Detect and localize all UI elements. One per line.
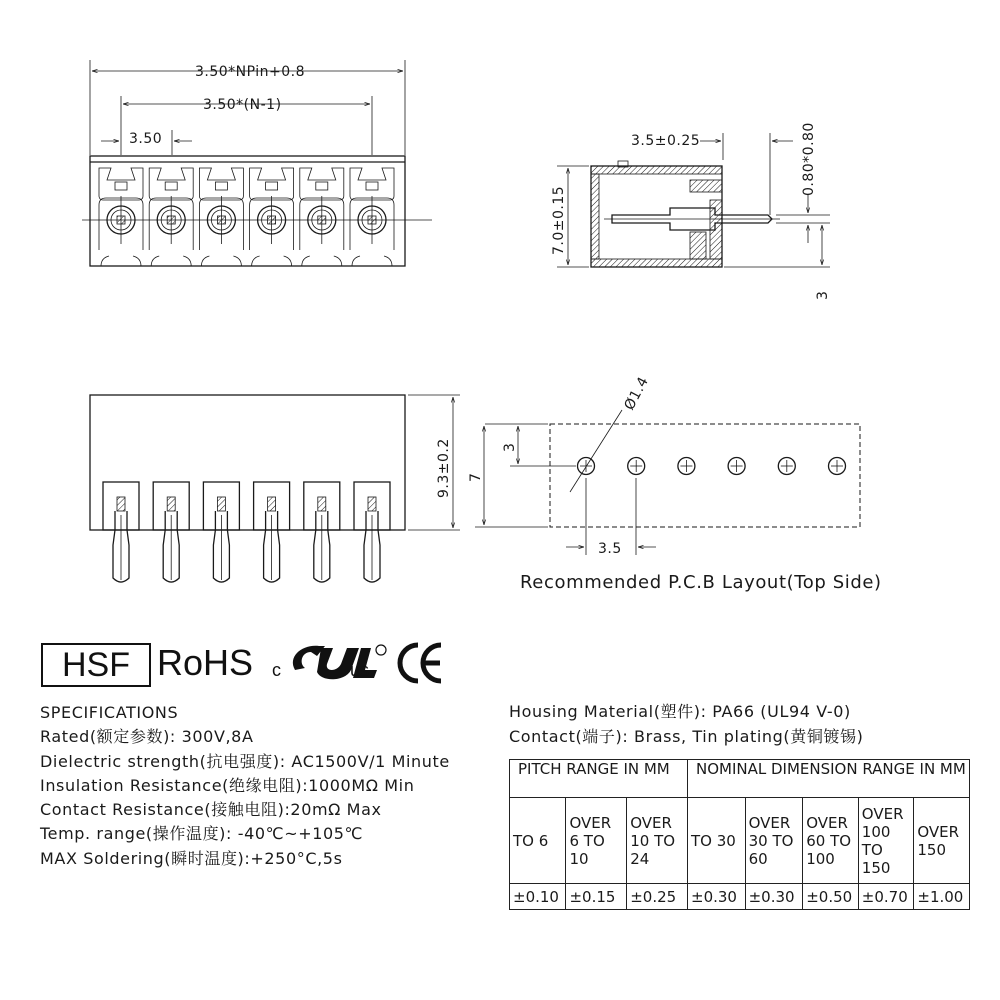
- spec-soldering: MAX Soldering(瞬时温度):+250°C,5s: [40, 848, 343, 868]
- tolerance-cell: ±0.15: [566, 884, 627, 910]
- terminal-cell: [99, 168, 143, 266]
- specs-title: SPECIFICATIONS: [40, 703, 179, 722]
- ul-logo-icon: [293, 645, 386, 679]
- pcb-offset-label: 3: [502, 442, 518, 452]
- ul-us-label: us: [350, 660, 370, 680]
- pcb-hole: [778, 458, 795, 475]
- front-view: [90, 395, 460, 582]
- pcb-hole: [728, 458, 745, 475]
- hole-diameter-label: Ø1.4: [621, 374, 653, 413]
- nominal-range-header: NOMINAL DIMENSION RANGE IN MM: [688, 760, 970, 798]
- span-label: 3.50*(N-1): [203, 97, 282, 113]
- side-pitch-label: 3.5±0.25: [631, 133, 701, 149]
- side-view: [551, 122, 831, 300]
- front-pin: [254, 482, 290, 582]
- pcb-caption: Recommended P.C.B Layout(Top Side): [520, 572, 882, 593]
- spec-rated: Rated(额定参数): 300V,8A: [40, 727, 254, 747]
- hsf-logo: HSF: [41, 643, 151, 687]
- range-cell: OVER 150: [914, 798, 970, 884]
- tolerance-cell: ±0.10: [510, 884, 566, 910]
- pcb-layout: [468, 374, 860, 557]
- pin-offset-label: 3: [815, 290, 831, 300]
- range-cell: OVER 30 TO 60: [745, 798, 803, 884]
- front-pin: [304, 482, 340, 582]
- spec-temp-range: Temp. range(操作温度): -40℃~+105℃: [40, 824, 364, 844]
- tolerance-table: [509, 759, 970, 910]
- range-cell: TO 6: [510, 798, 566, 884]
- range-cell: OVER 60 TO 100: [803, 798, 859, 884]
- front-pin: [153, 482, 189, 582]
- housing-material: Housing Material(塑件): PA66 (UL94 V-0): [509, 702, 851, 721]
- terminal-cell: [350, 168, 394, 266]
- terminal-cell: [149, 168, 193, 266]
- front-pin: [103, 482, 139, 582]
- tolerance-cell: ±0.30: [688, 884, 746, 910]
- tolerance-cell: ±0.70: [858, 884, 914, 910]
- tolerance-cell: ±0.30: [745, 884, 803, 910]
- range-cell: TO 30: [688, 798, 746, 884]
- pcb-hole: [578, 458, 595, 475]
- pcb-height-label: 7: [468, 472, 484, 482]
- specifications: [40, 701, 450, 871]
- pin-square-label: 0.80*0.80: [801, 122, 817, 196]
- pcb-hole: [678, 458, 695, 475]
- spec-dielectric: Dielectric strength(抗电强度): AC1500V/1 Minute: [40, 751, 450, 771]
- terminal-cell: [300, 168, 344, 266]
- front-pin: [203, 482, 239, 582]
- pcb-hole: [628, 458, 645, 475]
- pcb-hole: [829, 458, 846, 475]
- rohs-logo: RoHS: [157, 642, 254, 683]
- terminal-cell: [250, 168, 294, 266]
- pcb-pitch-label: 3.5: [598, 541, 622, 557]
- pitch-range-header: PITCH RANGE IN MM: [510, 760, 688, 798]
- range-cell: OVER 6 TO 10: [566, 798, 627, 884]
- height-label: 7.0±0.15: [551, 185, 567, 255]
- pitch-label: 3.50: [129, 131, 163, 147]
- tolerance-cell: ±0.25: [627, 884, 688, 910]
- range-cell: OVER 10 TO 24: [627, 798, 688, 884]
- ul-c-label: c: [272, 660, 281, 680]
- range-cell: OVER 100 TO 150: [858, 798, 914, 884]
- ce-mark-icon: [400, 645, 441, 681]
- front-height-label: 9.3±0.2: [436, 438, 452, 498]
- total-width-label: 3.50*NPin+0.8: [195, 64, 306, 80]
- contact-material: Contact(端子): Brass, Tin plating(黄铜镀锡): [509, 727, 864, 746]
- spec-contact-resistance: Contact Resistance(接触电阻):20mΩ Max: [40, 800, 382, 820]
- terminal-cell: [199, 168, 243, 266]
- spec-insulation: Insulation Resistance(绝缘电阻):1000MΩ Min: [40, 775, 415, 795]
- tolerance-cell: ±1.00: [914, 884, 970, 910]
- tolerance-cell: ±0.50: [803, 884, 859, 910]
- top-view: [82, 60, 432, 266]
- front-pin: [354, 482, 390, 582]
